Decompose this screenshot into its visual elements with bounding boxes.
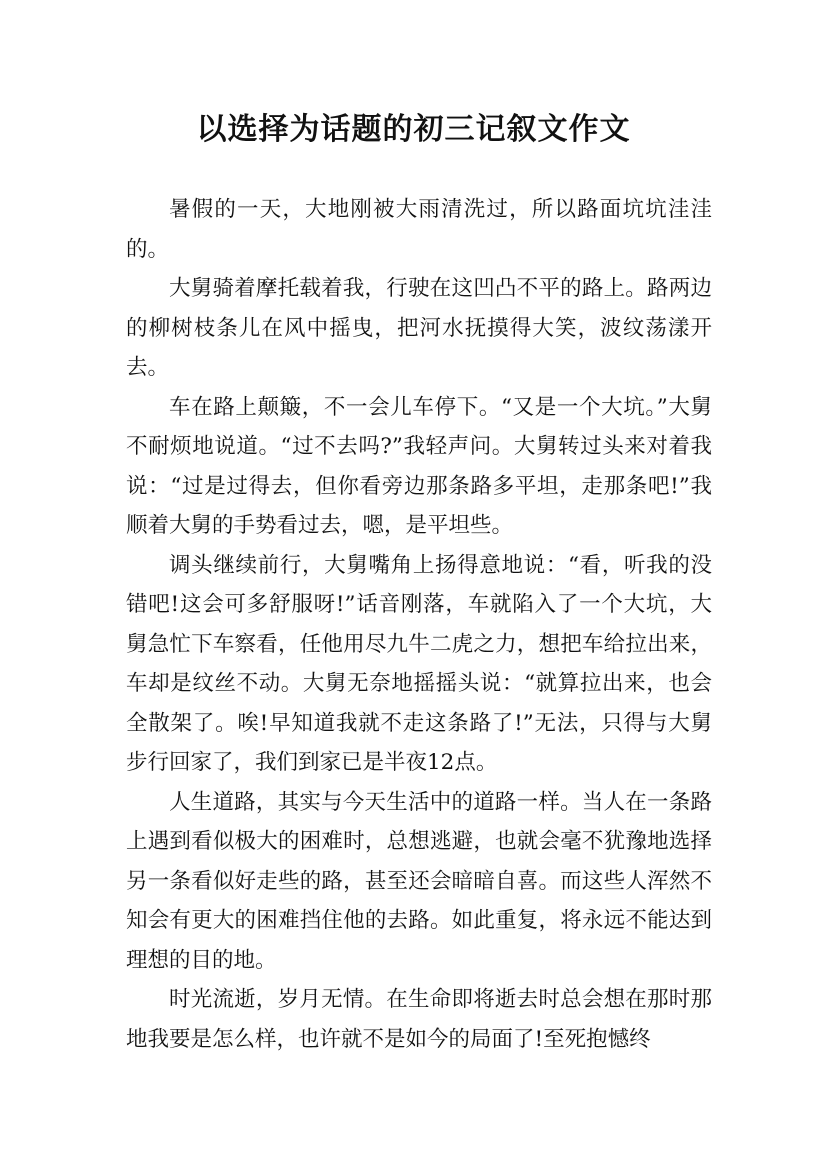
document-body — [126, 190, 712, 1059]
paragraph: 暑假的一天，大地刚被大雨清洗过，所以路面坑坑洼洼的。 — [126, 197, 712, 262]
paragraph: 时光流逝，岁月无情。在生命即将逝去时总会想在那时那地我要是怎么样，也许就不是如今的局面了!至死抱憾终 — [126, 987, 712, 1052]
paragraph: 调头继续前行，大舅嘴角上扬得意地说：“看，听我的没错吧!这会可多舒服呀!”话音刚落，车就陷入了一个大坑，大舅急忙下车察看，任他用尽九牛二虎之力，想把车给拉出来，车却是纹丝不动。大舅无奈地摇摇头说：“就算拉出来，也会全散架了。唉!早知道我就不走这条路了!”无法，只得与大舅步行回家了，我们到家已是半夜12点。 — [126, 552, 712, 775]
paragraph: 人生道路，其实与今天生活中的道路一样。当人在一条路上遇到看似极大的困难时，总想逃避，也就会毫不犹豫地选择另一条看似好走些的路，甚至还会暗暗自喜。而这些人浑然不知会有更大的困难挡住他的去路。如此重复，将永远不能达到理想的目的地。 — [126, 789, 712, 973]
paragraph: 车在路上颠簸，不一会儿车停下。“又是一个大坑。”大舅不耐烦地说道。“过不去吗?”我轻声问。大舅转过头来对着我说：“过是过得去，但你看旁边那条路多平坦，走那条吧!”我顺着大舅的手势看过去，嗯，是平坦些。 — [126, 394, 712, 538]
paragraph: 大舅骑着摩托载着我，行驶在这凹凸不平的路上。路两边的柳树枝条儿在风中摇曳，把河水抚摸得大笑，波纹荡漾开去。 — [126, 276, 712, 380]
document-title: 以选择为话题的初三记叙文作文 — [196, 112, 631, 147]
